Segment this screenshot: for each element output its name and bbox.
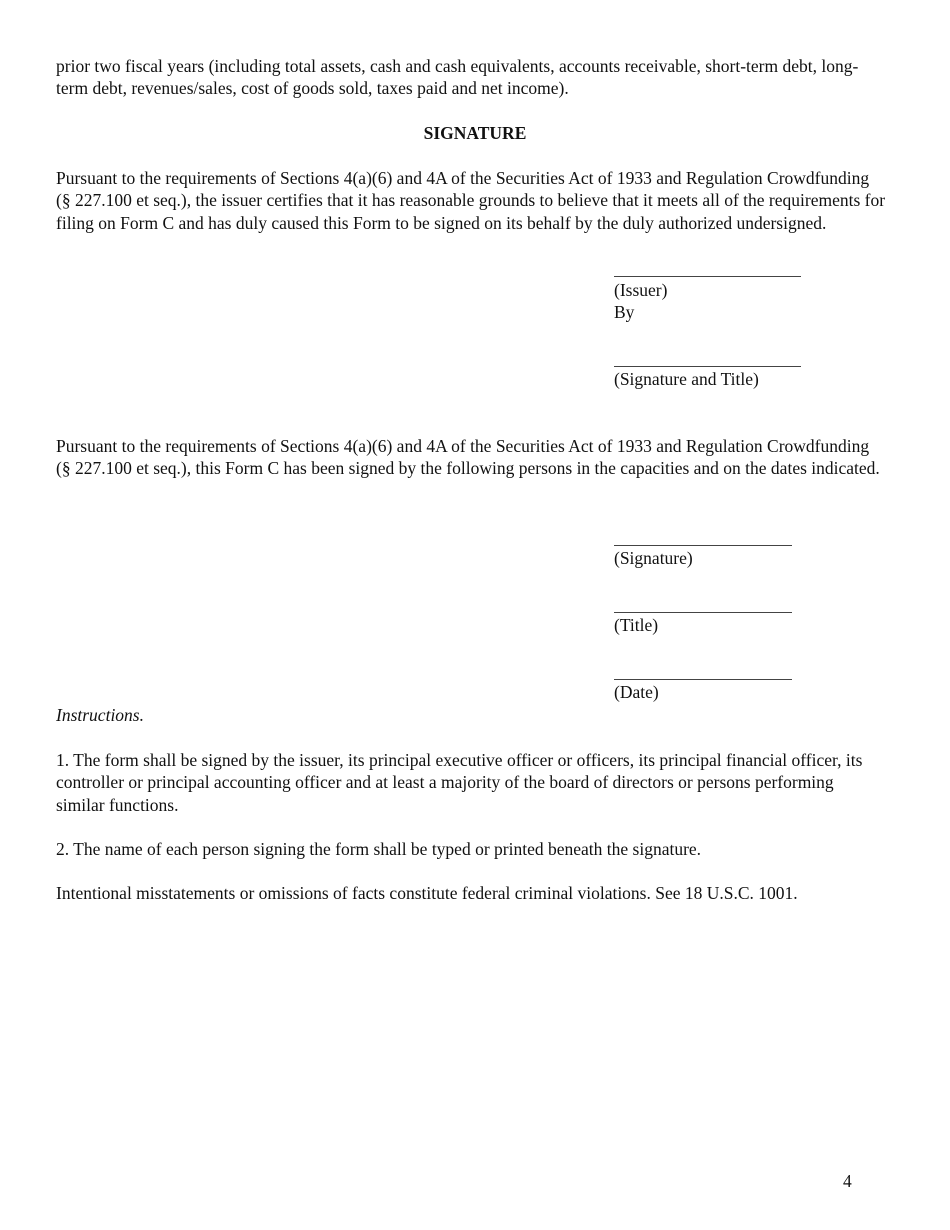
signature-heading: SIGNATURE [423, 123, 527, 143]
person-signature-label: (Signature) [614, 548, 693, 568]
by-label: By [614, 302, 635, 322]
instructions-heading: Instructions. [56, 705, 144, 725]
instruction-item-1: 1. The form shall be signed by the issuer, its principal executive officer or officers, its principal financial officer, its controller or principal accounting officer and at least a majority of the board of directors or persons performing similar functions. [56, 750, 863, 815]
page-number: 4 [843, 1171, 852, 1191]
person-date-line [614, 679, 792, 680]
issuer-label: (Issuer) [614, 280, 668, 300]
criminal-violations-warning: Intentional misstatements or omissions of facts constitute federal criminal violations. See 18 U.S.C. 1001. [56, 883, 798, 903]
instruction-item-2: 2. The name of each person signing the form shall be typed or printed beneath the signature. [56, 839, 702, 859]
issuer-signature-line [614, 276, 801, 277]
issuer-certification-paragraph: Pursuant to the requirements of Sections 4(a)(6) and 4A of the Securities Act of 1933 and Regulation Crowdfunding (§ 227.100 et seq.), the issuer certifies that it has reasonable grounds to believe that it meets all of the requirements for filing on Form C and has duly caused this Form to be signed on its behalf by the duly authorized undersigned. [56, 168, 886, 233]
intro-continuation-paragraph: prior two fiscal years (including total assets, cash and cash equivalents, accounts receivable, short-term debt, long-term debt, revenues/sales, cost of goods sold, taxes paid and net income). [56, 56, 859, 99]
person-date-label: (Date) [614, 682, 659, 702]
person-signature-line [614, 545, 792, 546]
persons-certification-paragraph: Pursuant to the requirements of Sections 4(a)(6) and 4A of the Securities Act of 1933 and Regulation Crowdfunding (§ 227.100 et seq.), this Form C has been signed by the following persons in the capacities and on the dates indicated. [56, 436, 880, 479]
person-title-line [614, 612, 792, 613]
person-title-label: (Title) [614, 615, 659, 635]
signature-and-title-label: (Signature and Title) [614, 369, 759, 389]
signature-and-title-line [614, 366, 801, 367]
